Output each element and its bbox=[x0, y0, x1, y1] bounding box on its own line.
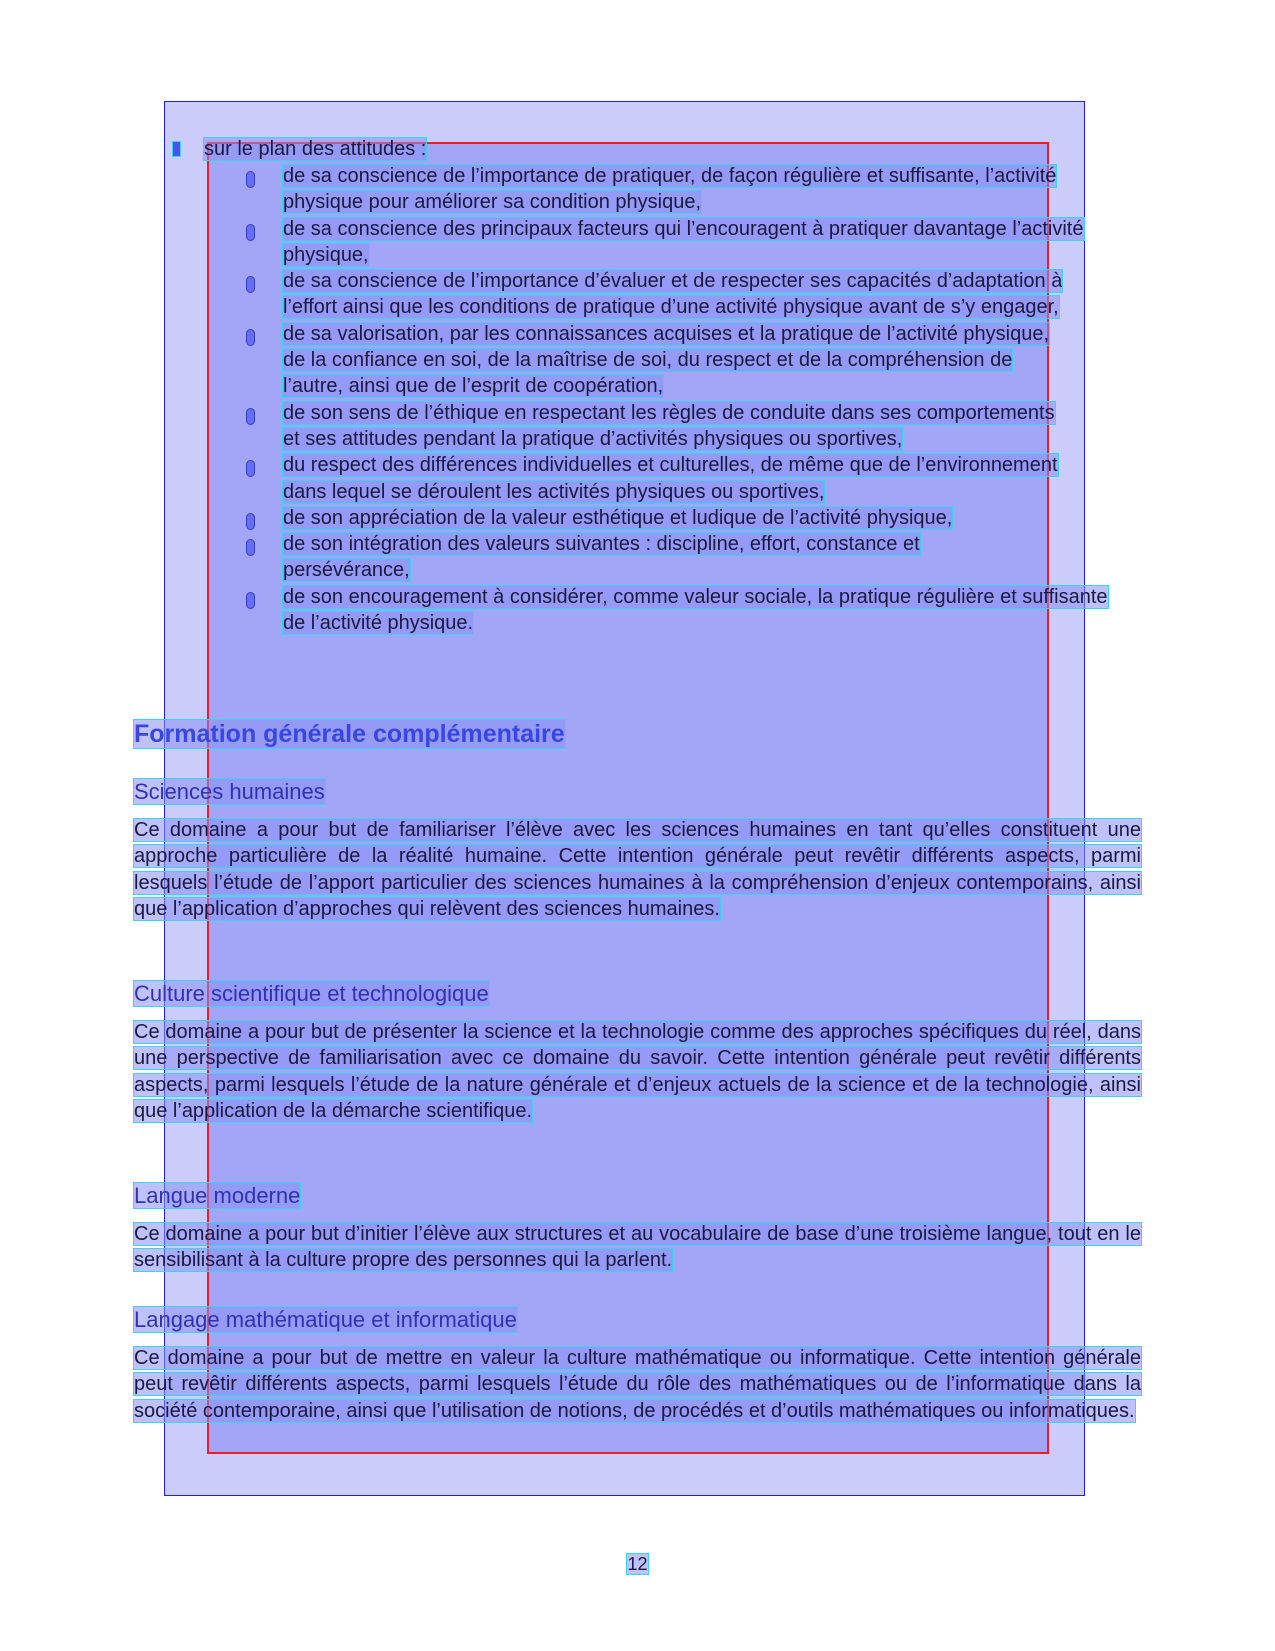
list-item: de son encouragement à considérer, comme valeur sociale, la pratique régulière et suffisante de l’activité physique. bbox=[245, 584, 1113, 637]
circle-bullet-icon bbox=[246, 460, 255, 477]
circle-bullet-icon bbox=[246, 539, 255, 556]
paragraph-culture-scientifique: Ce domaine a pour but de présenter la science et la technologie comme des approches spécifiques du réel, dans une perspective de familiarisation avec ce domaine du savoir. Cette intention générale peut revêtir différents aspects, parmi lesquels l’étude de la nature générale et d’enjeux actuels de la science et de la technologie, ainsi que l’application de la démarche scientifique. bbox=[134, 1021, 1141, 1122]
list-item: du respect des différences individuelles et culturelles, de même que de l’environnement dans lequel se déroulent les activités physiques ou sportives, bbox=[245, 452, 1073, 505]
circle-bullet-icon bbox=[246, 513, 255, 530]
list-item: de sa conscience de l’importance d’évaluer et de respecter ses capacités d’adaptation à l’effort ainsi que les conditions de pratique d’une activité physique avant de s’y engager, bbox=[245, 268, 1093, 321]
paragraph-sciences-humaines: Ce domaine a pour but de familiariser l’élève avec les sciences humaines en tant qu’elles constituent une approche particulière de la réalité humaine. Cette intention générale peut revêtir différents aspects, parmi lesquels l’étude de l’apport particulier des sciences humaines à la compréhension d’enjeux contemporains, ainsi que l’application d’approches qui relèvent des sciences humaines. bbox=[134, 819, 1141, 920]
list-item: de sa conscience des principaux facteurs qui l’encouragent à pratiquer davantage l’activité physique, bbox=[245, 216, 1098, 269]
list-item: de sa valorisation, par les connaissances acquises et la pratique de l’activité physique, de la confiance en soi, de la maîtrise de soi, du respect et de la compréhension de l’autre, ainsi que de l’esprit de coopération, bbox=[245, 321, 1058, 400]
list-item: de son appréciation de la valeur esthétique et ludique de l’activité physique, bbox=[245, 505, 1073, 531]
page-number: 12 bbox=[627, 1554, 648, 1574]
circle-bullet-icon bbox=[246, 171, 255, 188]
subsection-title-culture-scientifique: Culture scientifique et technologique bbox=[134, 981, 489, 1006]
list-item: de sa conscience de l’importance de pratiquer, de façon régulière et suffisante, l’activité physique pour améliorer sa condition physique, bbox=[245, 163, 1073, 216]
circle-bullet-icon bbox=[246, 224, 255, 241]
subsection-title-langue-moderne: Langue moderne bbox=[134, 1183, 301, 1208]
attitudes-list bbox=[245, 163, 1115, 636]
section-heading: Formation générale complémentaire bbox=[134, 720, 565, 748]
circle-bullet-icon bbox=[246, 592, 255, 609]
paragraph-langage-mathematique: Ce domaine a pour but de mettre en valeur la culture mathématique ou informatique. Cette intention générale peut revêtir différents aspects, parmi lesquels l’étude du rôle des mathématiques ou de l’informatique dans la société contemporaine, ainsi que l’utilisation de notions, de procédés et d’outils mathématiques ou informatiques. bbox=[134, 1347, 1141, 1422]
circle-bullet-icon bbox=[246, 276, 255, 293]
paragraph-langue-moderne: Ce domaine a pour but d’initier l’élève aux structures et au vocabulaire de base d’une troisième langue, tout en le sensibilisant à la culture propre des personnes qui la parlent. bbox=[134, 1223, 1141, 1272]
circle-bullet-icon bbox=[246, 329, 255, 346]
subsection-title-langage-mathematique: Langage mathématique et informatique bbox=[134, 1307, 517, 1332]
list-item: de son sens de l’éthique en respectant les règles de conduite dans ses comportements et ses attitudes pendant la pratique d’activités physiques ou sportives, bbox=[245, 400, 1058, 453]
attitudes-bullet bbox=[173, 136, 426, 162]
bullet-icon bbox=[173, 142, 180, 156]
subsection-title-sciences-humaines: Sciences humaines bbox=[134, 779, 325, 804]
list-item: de son intégration des valeurs suivantes : discipline, effort, constance et persévérance, bbox=[245, 531, 1023, 584]
circle-bullet-icon bbox=[246, 408, 255, 425]
attitudes-intro: sur le plan des attitudes : bbox=[204, 138, 427, 160]
